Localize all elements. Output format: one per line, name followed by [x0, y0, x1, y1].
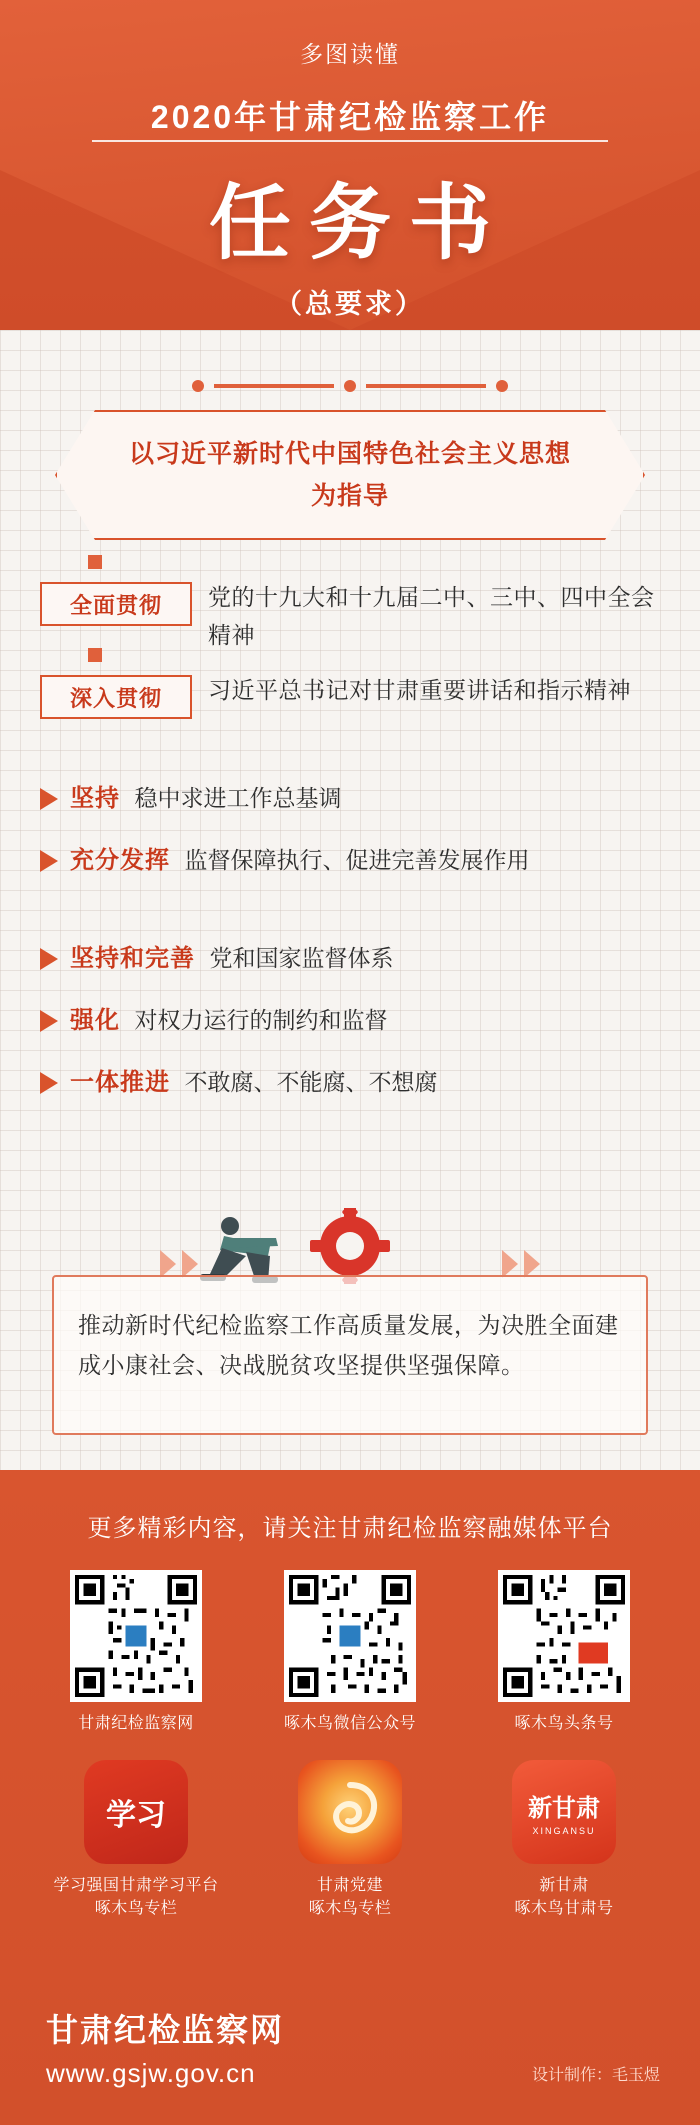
app-caption	[52, 1874, 220, 1920]
app-caption-line1: 新甘肃	[539, 1877, 589, 1894]
implement-row-1	[40, 582, 660, 654]
guiding-thought-banner	[55, 410, 645, 540]
dot-bar-icon	[214, 384, 334, 388]
content-area	[0, 330, 700, 1470]
arrow-icon	[40, 788, 58, 810]
dot-icon	[344, 380, 356, 392]
tag-label-1: 全面贯彻	[40, 582, 192, 626]
bullet-key-5: 一体推进	[70, 1069, 170, 1096]
qr-caption: 甘肃纪检监察网	[78, 1715, 194, 1732]
guiding-thought-line2: 为指导	[310, 482, 389, 510]
list-item	[40, 780, 668, 820]
app-caption-line2: 啄木鸟甘肃号	[514, 1900, 614, 1917]
dangjian-app-icon[interactable]	[298, 1760, 402, 1864]
app-item-xuexi[interactable]	[52, 1760, 220, 1920]
app-caption-line1: 甘肃党建	[316, 1877, 383, 1894]
qr-code-row	[0, 1570, 700, 1735]
site-url[interactable]: www.gsjw.gov.cn	[46, 2058, 256, 2088]
dot-icon	[192, 380, 204, 392]
guiding-thought-text	[55, 410, 645, 540]
header-divider	[92, 140, 608, 142]
xingansu-app-icon[interactable]	[512, 1760, 616, 1864]
qr-item-gsjw[interactable]	[52, 1570, 220, 1735]
header-banner	[0, 0, 700, 330]
list-item	[40, 842, 668, 882]
qr-caption: 啄木鸟微信公众号	[283, 1715, 416, 1732]
header-title-line: 2020年甘肃纪检监察工作	[150, 99, 550, 135]
banner-dots-decoration	[150, 378, 550, 394]
bullet-value-4: 对权力运行的制约和监督	[134, 1007, 388, 1033]
xuexi-app-icon-label: 学习	[106, 1799, 166, 1832]
qr-code-box[interactable]	[284, 1570, 416, 1702]
bullet-key-1: 坚持	[70, 785, 120, 812]
arrow-icon	[40, 948, 58, 970]
dot-bar-icon	[366, 384, 486, 388]
list-item	[40, 940, 668, 980]
bullet-value-3: 党和国家监督体系	[209, 945, 394, 971]
xuexi-app-icon[interactable]	[84, 1760, 188, 1864]
bullet-value-2: 监督保障执行、促进完善发展作用	[184, 847, 530, 873]
arrow-icon	[40, 1010, 58, 1032]
dot-icon	[496, 380, 508, 392]
app-caption	[266, 1874, 434, 1920]
conclusion-text: 推动新时代纪检监察工作高质量发展，为决胜全面建成小康社会、决战脱贫攻坚提供坚强保障。	[78, 1312, 619, 1378]
tag-label-2: 深入贯彻	[40, 675, 192, 719]
qr-item-toutiao[interactable]	[480, 1570, 648, 1735]
footer-title: 更多精彩内容，请关注甘肃纪检监察融媒体平台	[87, 1515, 613, 1542]
bullet-value-1: 稳中求进工作总基调	[134, 785, 342, 811]
header-eyebrow: 多图读懂	[300, 41, 400, 67]
app-caption	[480, 1874, 648, 1920]
bullet-key-4: 强化	[70, 1007, 120, 1034]
qr-code-icon	[503, 1575, 625, 1697]
bullet-key-3: 坚持和完善	[70, 945, 195, 972]
qr-caption: 啄木鸟头条号	[514, 1715, 614, 1732]
arrow-icon	[40, 1072, 58, 1094]
qr-code-box[interactable]	[498, 1570, 630, 1702]
app-caption-line2: 啄木鸟专栏	[94, 1900, 178, 1917]
qr-code-icon	[289, 1575, 411, 1697]
app-caption-line2: 啄木鸟专栏	[308, 1900, 392, 1917]
bullet-value-5: 不敢腐、不能腐、不想腐	[184, 1069, 438, 1095]
credit-text: 设计制作：毛玉煜	[531, 2067, 660, 2084]
illustration-svg	[150, 1208, 550, 1284]
xingansu-app-icon-sublabel: XINGANSU	[532, 1826, 596, 1836]
list-item	[40, 1064, 668, 1104]
site-name: 甘肃纪检监察网	[46, 2012, 285, 2048]
tag-text-2: 习近平总书记对甘肃重要讲话和指示精神	[208, 677, 631, 703]
page-subtitle: （总要求）	[275, 289, 425, 319]
footer-area	[0, 1470, 700, 2125]
bullet-key-2: 充分发挥	[70, 847, 170, 874]
app-item-dangjian[interactable]	[266, 1760, 434, 1920]
list-item	[40, 1002, 668, 1042]
implement-row-2	[40, 675, 660, 719]
tag-text-1: 党的十九大和十九届二中、三中、四中全会精神	[208, 584, 655, 648]
qr-code-box[interactable]	[70, 1570, 202, 1702]
app-item-xingansu[interactable]	[480, 1760, 648, 1920]
person-pushing-gear-illustration	[150, 1208, 550, 1284]
qr-code-icon	[75, 1575, 197, 1697]
qr-item-wechat[interactable]	[266, 1570, 434, 1735]
xingansu-app-icon-label: 新甘肃	[528, 1795, 600, 1822]
app-caption-line1: 学习强国甘肃学习平台	[53, 1877, 219, 1894]
guiding-thought-line1: 以习近平新时代中国特色社会主义思想	[128, 440, 571, 468]
arrow-icon	[40, 850, 58, 872]
app-row	[0, 1760, 700, 1920]
swirl-icon	[315, 1777, 385, 1847]
tick-decoration	[88, 555, 102, 569]
page-title: 任务书	[208, 178, 509, 269]
